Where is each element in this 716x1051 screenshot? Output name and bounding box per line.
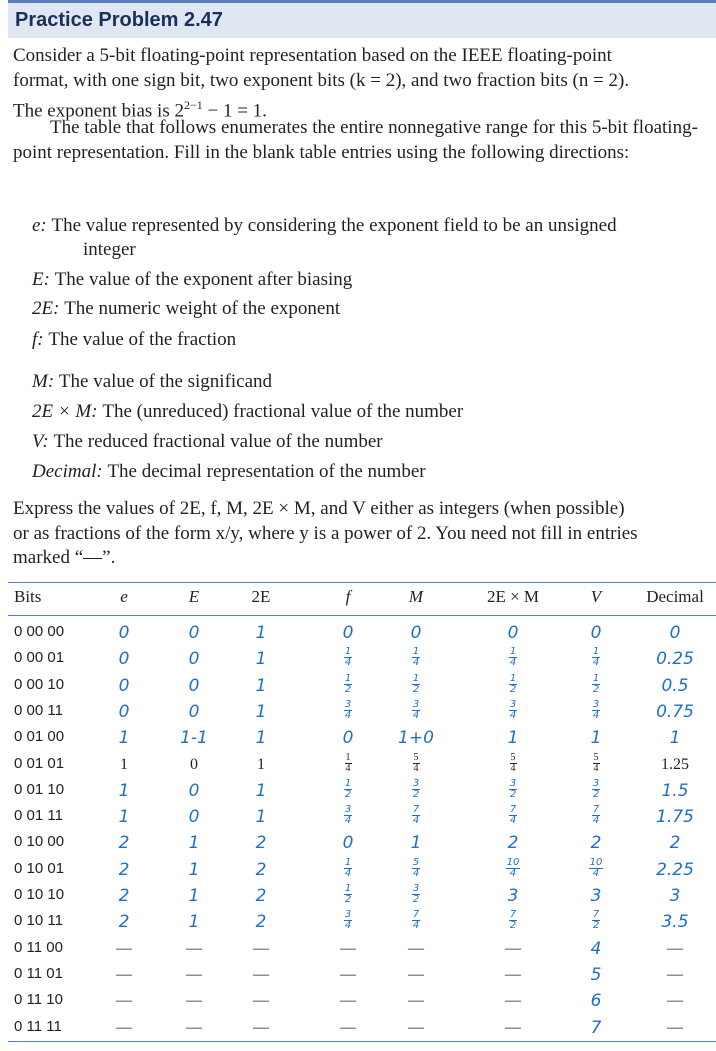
fraction: $\frac{7}{4}$ (592, 804, 600, 827)
table-cell-M: 1 (410, 833, 422, 854)
table-cell-dec: — (667, 1018, 683, 1036)
definition-item (32, 214, 712, 262)
table-cell-twoE: — (253, 992, 269, 1010)
fraction: $\frac{1}{4}$ (412, 646, 420, 669)
fraction: $\frac{3}{4}$ (412, 698, 420, 721)
title-bar (8, 0, 716, 38)
fraction: $\frac{10}{4}$ (589, 856, 603, 879)
fraction: $\frac{3}{2}$ (509, 777, 517, 800)
table-cell-twoEM (483, 753, 543, 779)
definition-item (32, 370, 712, 394)
definition-item (32, 268, 712, 292)
table-cell-f (318, 700, 378, 726)
fraction: $\frac{3}{4}$ (592, 698, 600, 721)
table-cell-e: 0 (118, 675, 130, 696)
table-cell-twoE: 1 (255, 649, 267, 670)
intro-paragraph (13, 44, 711, 124)
definition-item (32, 400, 712, 424)
table-cell-e: 0 (118, 649, 130, 670)
table-cell-twoE: 2 (255, 833, 267, 854)
table-cell-twoE: — (253, 939, 269, 957)
table-cell-V: 7 (590, 1017, 602, 1038)
fraction: $\frac{1}{2}$ (344, 777, 352, 800)
table-cell-E: 0 (190, 755, 198, 773)
table-row-bits: 0 01 01 (14, 754, 65, 772)
table-cell-M (386, 779, 446, 805)
table-cell-f (318, 858, 378, 884)
table-cell-dec: 0.5 (661, 675, 689, 696)
definition-text: The (unreduced) fractional value of the number (102, 401, 464, 422)
fraction: $\frac{1}{2}$ (344, 672, 352, 695)
definition-text: The value of the significand (58, 371, 273, 392)
table-cell-M (386, 700, 446, 726)
page-title: Practice Problem 2.47 (15, 9, 223, 31)
definition-item (32, 430, 712, 454)
table-cell-E: 0 (188, 780, 200, 801)
table-cell-E: — (186, 1018, 202, 1036)
table-cell-E: 1 (188, 833, 200, 854)
definition-item (32, 328, 712, 352)
table-cell-twoEM: — (505, 1018, 521, 1036)
table-cell-dec: 0.75 (656, 701, 694, 722)
table-cell-V (566, 805, 626, 831)
table-cell-twoEM: — (505, 965, 521, 983)
table-row-bits: 0 10 10 (14, 886, 65, 903)
table-cell-e: 2 (118, 912, 130, 933)
table-header-cell: f (345, 587, 351, 606)
table-cell-M (386, 753, 446, 779)
fraction: $\frac{1}{2}$ (344, 883, 352, 905)
definition-continuation: integer (83, 239, 136, 260)
table-cell-e: 1 (118, 780, 130, 801)
table-cell-E: 1 (188, 912, 200, 933)
fraction: $\frac{1}{2}$ (509, 672, 517, 695)
definition-term: V: (32, 431, 54, 452)
express-paragraph (13, 497, 711, 571)
table-cell-e: 2 (118, 859, 130, 880)
table-header-cell: 2E × M (486, 587, 540, 606)
table-row-bits: 0 10 11 (14, 912, 63, 930)
table-cell-twoE: 2 (255, 859, 267, 880)
table-row-bits: 0 10 01 (14, 859, 65, 877)
table-cell-f (318, 779, 378, 805)
table-cell-twoE: — (253, 965, 269, 983)
table-cell-dec: — (667, 992, 683, 1010)
table-cell-f (318, 805, 378, 831)
table-row-bits: 0 00 10 (14, 675, 65, 693)
table-row-bits: 0 00 00 (14, 623, 65, 640)
table-cell-f: — (340, 992, 356, 1010)
definition-text: The value of the fraction (48, 329, 237, 350)
table-header-cell: E (188, 587, 200, 606)
table-cell-V (566, 753, 626, 779)
table-cell-V: 2 (590, 833, 602, 854)
table-cell-dec: 1 (669, 728, 681, 749)
table-cell-dec: 1.25 (661, 755, 689, 773)
table-cell-twoE: 2 (255, 912, 267, 933)
table-cell-M: — (408, 965, 424, 983)
table-cell-dec: 1.75 (656, 807, 694, 828)
table-cell-f: 0 (342, 833, 354, 854)
table-cell-twoE: 1 (255, 675, 267, 696)
table-cell-f (318, 884, 378, 910)
definition-term: Decimal: (32, 461, 108, 482)
table-cell-M (386, 674, 446, 700)
table-header-cell: Bits (14, 587, 42, 606)
table-cell-E: 0 (188, 649, 200, 670)
directions-paragraph: The table that follows enumerates the entire nonnegative range for this 5-bit floating-point representation. Fill in the blank table entries using the following directions: (13, 117, 698, 163)
table-cell-E: 0 (188, 675, 200, 696)
table-cell-f: 0 (342, 623, 354, 643)
fraction: $\frac{7}{4}$ (509, 804, 517, 827)
table-cell-e: 2 (118, 886, 130, 906)
table-row-bits: 0 11 11 (14, 1017, 62, 1035)
table-cell-V (566, 858, 626, 884)
intro-line-2: format, with one sign bit, two exponent bits (k = 2), and two fraction bits (n = 2). (13, 69, 630, 91)
fraction: $\frac{1}{2}$ (592, 672, 600, 695)
fraction: $\frac{3}{2}$ (592, 777, 600, 800)
table-row-bits: 0 11 00 (14, 938, 63, 956)
fraction: $\frac{1}{4}$ (344, 646, 352, 669)
table-cell-twoEM: 0 (507, 623, 519, 643)
table-cell-dec: — (667, 965, 683, 983)
fraction: $\frac{1}{4}$ (509, 646, 517, 669)
table-row-bits: 0 01 00 (14, 728, 65, 746)
table-cell-twoEM: 1 (507, 728, 519, 749)
table-cell-twoE: 2 (255, 886, 267, 906)
definition-text: The value represented by considering the exponent field to be an unsigned (51, 215, 617, 236)
fraction: $\frac{7}{2}$ (592, 909, 600, 932)
intro-line-1: Consider a 5-bit floating-point representation based on the IEEE floating-point (13, 45, 612, 66)
table-cell-E: 0 (188, 701, 200, 722)
table-cell-dec: — (667, 939, 683, 957)
fraction: $\frac{3}{2}$ (412, 777, 420, 800)
table-cell-E: 0 (188, 807, 200, 828)
table-cell-e: — (116, 965, 132, 983)
table-cell-e: — (116, 1018, 132, 1036)
table-cell-V: 4 (590, 938, 602, 959)
table-row-bits: 0 00 11 (14, 701, 63, 719)
table-cell-M (386, 884, 446, 910)
table-cell-V: 3 (590, 886, 602, 906)
table-cell-e: — (116, 939, 132, 957)
definition-text: The decimal representation of the number (107, 461, 426, 482)
table-cell-f (318, 910, 378, 936)
table-header-cell: M (408, 587, 424, 606)
table-cell-f: 0 (342, 728, 354, 749)
table-cell-M: — (408, 992, 424, 1010)
definition-term: E: (32, 269, 55, 290)
table-cell-M (386, 805, 446, 831)
fraction: $\frac{7}{4}$ (412, 909, 420, 932)
table-cell-f (318, 753, 378, 779)
table-cell-M: — (408, 939, 424, 957)
table-cell-dec: 2 (669, 833, 681, 854)
table-row-bits: 0 01 10 (14, 780, 65, 798)
definition-text: The reduced fractional value of the number (53, 431, 383, 452)
fraction: $\frac{10}{4}$ (506, 856, 520, 879)
express-line-1: Express the values of 2E, f, M, 2E × M, and V either as integers (when possible) (13, 498, 625, 519)
fraction: $\frac{1}{4}$ (344, 856, 352, 879)
fraction: $\frac{1}{4}$ (345, 751, 351, 774)
table-cell-twoEM: — (505, 992, 521, 1010)
table-cell-twoEM (483, 805, 543, 831)
definition-term: f: (32, 329, 49, 350)
table-cell-E: — (186, 965, 202, 983)
fraction: $\frac{7}{4}$ (412, 804, 420, 827)
table-cell-E: 1 (188, 886, 200, 906)
fraction: $\frac{5}{4}$ (413, 751, 419, 774)
table-cell-M (386, 858, 446, 884)
table-cell-V (566, 779, 626, 805)
table-cell-M: — (408, 1018, 424, 1036)
table-cell-E: — (186, 992, 202, 1010)
table-cell-twoEM (483, 779, 543, 805)
table-cell-dec: 3 (669, 886, 681, 906)
table-cell-dec: 2.25 (656, 859, 694, 880)
table-cell-V: 6 (590, 991, 602, 1012)
express-line-2: or as fractions of the form x/y, where y is a power of 2. You need not fill in entries (13, 522, 638, 544)
table-cell-M: 0 (410, 623, 422, 643)
intro-line-3: The exponent bias is $2^{2-1} - 1 = 1$. (13, 98, 267, 122)
table-row-bits: 0 10 00 (14, 833, 65, 851)
table-cell-e: 0 (118, 623, 130, 643)
fraction: $\frac{7}{2}$ (509, 909, 517, 932)
fraction: $\frac{1}{4}$ (592, 646, 600, 669)
table-cell-twoE: 1 (257, 755, 265, 773)
table-cell-dec: 0.25 (656, 649, 694, 670)
definition-term: e: (32, 215, 52, 236)
definition-text: The numeric weight of the exponent (64, 298, 341, 319)
fraction: $\frac{3}{4}$ (344, 698, 352, 721)
table-row-bits: 0 01 11 (14, 807, 63, 825)
table-cell-V: 1 (590, 728, 602, 749)
table-cell-f: — (340, 1018, 356, 1036)
table-cell-E: 1-1 (180, 728, 208, 749)
fraction: $\frac{1}{2}$ (412, 672, 420, 695)
table-header-cell: e (120, 587, 128, 606)
table-cell-E: 0 (188, 623, 200, 643)
table-cell-twoE: 1 (255, 780, 267, 801)
table-cell-V: 0 (590, 623, 602, 643)
table-cell-twoEM: 2 (507, 833, 519, 854)
express-line-3: marked “—”. (13, 547, 116, 568)
table-cell-twoE: 1 (255, 623, 267, 643)
table-row-bits: 0 00 01 (14, 649, 65, 667)
table-cell-V (566, 910, 626, 936)
table-cell-M (386, 910, 446, 936)
table-cell-e: 1 (118, 728, 130, 749)
table-header-divider (8, 615, 716, 616)
fraction: $\frac{3}{2}$ (412, 883, 420, 905)
fraction: $\frac{3}{4}$ (509, 698, 517, 721)
table-header-cell: 2E (251, 587, 271, 606)
table-bottom-rule (8, 1041, 716, 1042)
table-cell-M (386, 647, 446, 673)
definition-text: The value of the exponent after biasing (54, 269, 353, 290)
table-cell-twoEM (483, 910, 543, 936)
fraction: $\frac{3}{4}$ (344, 804, 352, 827)
definition-item (32, 460, 712, 484)
table-cell-V (566, 700, 626, 726)
table-cell-e: — (116, 992, 132, 1010)
table-cell-twoE: — (253, 1018, 269, 1036)
table-cell-twoEM: — (505, 939, 521, 957)
definition-item (32, 297, 712, 321)
table-cell-twoEM: 3 (507, 886, 519, 906)
table-cell-twoE: 1 (255, 807, 267, 828)
table-cell-twoE: 1 (255, 728, 267, 749)
table-cell-V (566, 674, 626, 700)
table-cell-f: — (340, 939, 356, 957)
table-cell-e: 2 (118, 833, 130, 854)
table-cell-twoEM (483, 674, 543, 700)
table-cell-f: — (340, 965, 356, 983)
table-cell-twoEM (483, 858, 543, 884)
table-cell-f (318, 674, 378, 700)
definition-term: 2E × M: (32, 401, 103, 422)
table-cell-E: 1 (188, 859, 200, 880)
table-cell-dec: 1.5 (661, 780, 689, 801)
table-header-cell: V (590, 587, 602, 606)
table-cell-V: 5 (590, 964, 602, 985)
table-cell-twoEM (483, 700, 543, 726)
table-cell-e: 0 (118, 701, 130, 722)
table-cell-dec: 3.5 (661, 912, 689, 933)
table-header-cell: Decimal (646, 587, 704, 606)
table-cell-e: 1 (118, 807, 130, 828)
fraction: $\frac{3}{4}$ (344, 909, 352, 932)
table-cell-E: — (186, 939, 202, 957)
table-cell-dec: 0 (669, 623, 681, 643)
fraction: $\frac{5}{4}$ (412, 856, 420, 879)
table-row-bits: 0 11 10 (14, 991, 63, 1009)
table-cell-e: 1 (120, 755, 128, 773)
table-cell-twoEM (483, 647, 543, 673)
definition-term: M: (32, 371, 59, 392)
table-row-bits: 0 11 01 (14, 964, 63, 982)
fraction: $\frac{5}{4}$ (593, 751, 599, 774)
table-cell-twoE: 1 (255, 701, 267, 722)
definition-term: 2E: (32, 298, 65, 319)
fraction: $\frac{5}{4}$ (510, 751, 516, 774)
table-cell-M: 1+0 (398, 728, 434, 749)
table-cell-f (318, 647, 378, 673)
table-cell-V (566, 647, 626, 673)
